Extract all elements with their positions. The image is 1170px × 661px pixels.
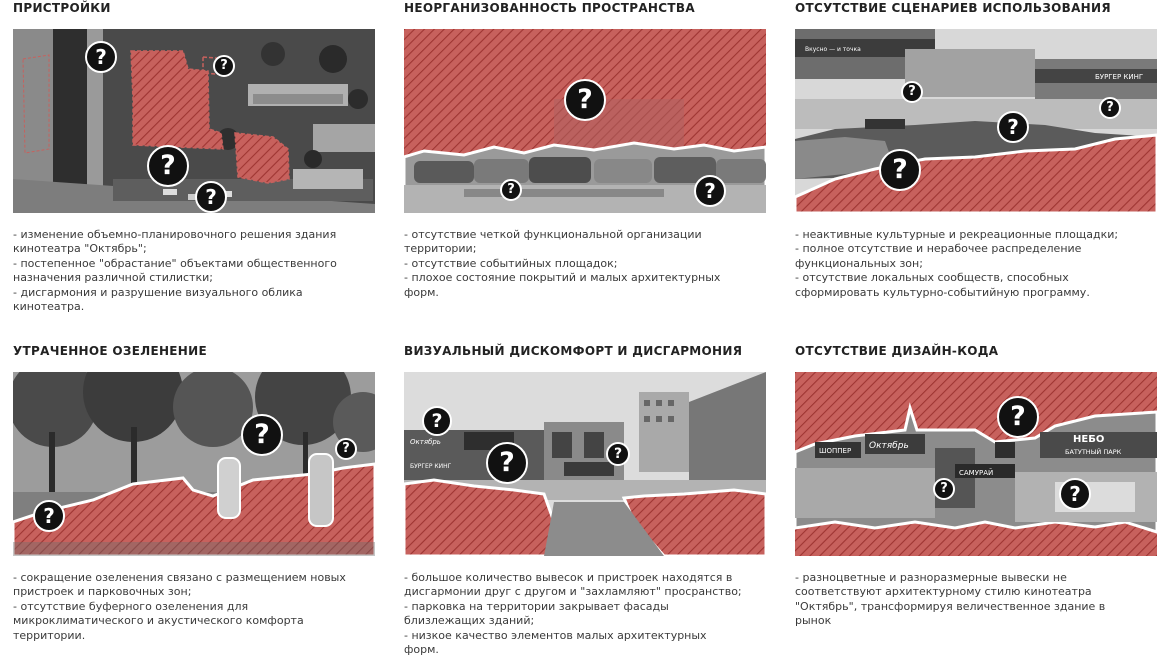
signage-photo-graphic: [795, 372, 1157, 556]
question-mark-icon: ?: [997, 396, 1039, 438]
panel-title: НЕОРГАНИЗОВАННОСТЬ ПРОСТРАНСТВА: [404, 1, 695, 15]
description-line: - отсутствие буферного озеленения для: [13, 599, 249, 613]
question-mark-icon: ?: [85, 41, 117, 73]
description-line: сформировать культурно-событийную программу.: [795, 285, 1090, 299]
aerial-photo: [13, 29, 375, 213]
samurai-sign: САМУРАЙ: [959, 469, 994, 477]
panel-title: ОТСУТСТВИЕ ДИЗАЙН-КОДА: [795, 344, 999, 358]
panel-visual-discomfort: [404, 343, 766, 661]
description-line: функциональных зон;: [795, 256, 923, 270]
panel-description: [13, 571, 375, 643]
panel-title: ОТСУТСТВИЕ СЦЕНАРИЕВ ИСПОЛЬЗОВАНИЯ: [795, 1, 1111, 15]
greenery-photo: [13, 372, 375, 556]
description-line: - отсутствие событийных площадок;: [404, 256, 618, 270]
description-line: близлежащих зданий;: [404, 614, 535, 628]
panel-disorganized-space: [404, 0, 766, 320]
nebo-sign: НЕБО: [1073, 434, 1105, 445]
burger-king-sign: БУРГЕР КИНГ: [410, 463, 452, 470]
description-line: - разноцветные и разноразмерные вывески не: [795, 571, 1067, 584]
parking-photo: [404, 29, 766, 213]
facade-photo: [404, 372, 766, 556]
aerial-photo-graphic: [13, 29, 375, 213]
panel-lost-greenery: [13, 343, 375, 661]
description-line: микроклиматического и акустического комфорта: [13, 614, 304, 628]
description-line: форм.: [404, 643, 439, 657]
facade-photo-graphic: [404, 372, 766, 556]
question-mark-icon: ?: [33, 500, 65, 532]
description-line: - большое количество вывесок и пристроек находятся в: [404, 571, 733, 584]
panel-extensions: [13, 0, 375, 320]
panel-no-usage-scenarios: [795, 0, 1157, 320]
description-line: - неактивные культурные и рекреационные площадки;: [795, 228, 1119, 241]
description-line: - парковка на территории закрывает фасады: [404, 599, 669, 613]
description-line: кинотеатра "Октябрь";: [13, 242, 147, 256]
panel-title: ВИЗУАЛЬНЫЙ ДИСКОМФОРТ И ДИСГАРМОНИЯ: [404, 344, 743, 358]
question-mark-icon: ?: [997, 111, 1029, 143]
question-mark-icon: ?: [606, 442, 630, 466]
description-line: назначения различной стилистки;: [13, 271, 213, 285]
question-mark-icon: ?: [1059, 478, 1091, 510]
description-line: - сокращение озеленения связано с размещением новых: [13, 571, 346, 584]
panel-no-design-code: [795, 343, 1157, 661]
question-mark-icon: ?: [933, 478, 955, 500]
description-line: - дисгармония и разрушение визуального облика: [13, 285, 303, 299]
question-mark-icon: ?: [500, 179, 522, 201]
question-mark-icon: ?: [147, 145, 189, 187]
description-line: рынок: [795, 614, 832, 628]
plaza-photo-graphic: [795, 29, 1157, 213]
panel-description: [404, 571, 766, 657]
question-mark-icon: ?: [879, 149, 921, 191]
question-mark-icon: ?: [1099, 97, 1121, 119]
question-mark-icon: ?: [564, 79, 606, 121]
panel-description: [795, 228, 1157, 300]
description-line: - отсутствие четкой функциональной организации: [404, 228, 702, 241]
description-line: форм.: [404, 285, 439, 299]
oktyabr-sign: Октябрь: [410, 438, 441, 446]
description-line: территории;: [404, 242, 477, 256]
question-mark-icon: ?: [213, 55, 235, 77]
panel-description: [795, 571, 1157, 629]
description-line: соответствуют архитектурному стилю кинотеатра: [795, 585, 1092, 599]
panel-description: [13, 228, 375, 314]
trampoline-park-sign: БАТУТНЫЙ ПАРК: [1065, 448, 1122, 456]
shop-sign: Вкусно — и точка: [805, 46, 861, 53]
description-line: "Октябрь", трансформируя величественное здание в: [795, 599, 1106, 613]
panel-description: [404, 228, 766, 300]
plaza-photo: [795, 29, 1157, 213]
question-mark-icon: ?: [422, 406, 452, 436]
description-line: - изменение объемно-планировочного решения здания: [13, 228, 337, 241]
burger-king-sign: БУРГЕР КИНГ: [1095, 73, 1144, 81]
question-mark-icon: ?: [241, 414, 283, 456]
question-mark-icon: ?: [195, 181, 227, 213]
description-line: территории.: [13, 628, 86, 642]
shopper-sign: ШОППЕР: [819, 447, 852, 455]
description-line: пристроек и парковочных зон;: [13, 585, 192, 599]
panel-title: УТРАЧЕННОЕ ОЗЕЛЕНЕНИЕ: [13, 344, 207, 358]
description-line: кинотеатра.: [13, 300, 85, 314]
description-line: - плохое состояние покрытий и малых архитектурных: [404, 271, 721, 285]
description-line: дисгармонии друг с другом и "захламляют" просранство;: [404, 585, 742, 599]
oktyabr-sign: Октябрь: [869, 441, 909, 451]
description-line: - отсутствие локальных сообществ, способных: [795, 271, 1069, 285]
description-line: - постепенное "обрастание" объектами общественного: [13, 256, 337, 270]
question-mark-icon: ?: [901, 81, 923, 103]
question-mark-icon: ?: [486, 442, 528, 484]
description-line: - полное отсутствие и нерабочее распределение: [795, 242, 1082, 256]
signage-photo: [795, 372, 1157, 556]
question-mark-icon: ?: [335, 438, 357, 460]
greenery-photo-graphic: [13, 372, 375, 556]
panel-title: ПРИСТРОЙКИ: [13, 1, 111, 15]
question-mark-icon: ?: [694, 175, 726, 207]
description-line: - низкое качество элементов малых архитектурных: [404, 628, 707, 642]
